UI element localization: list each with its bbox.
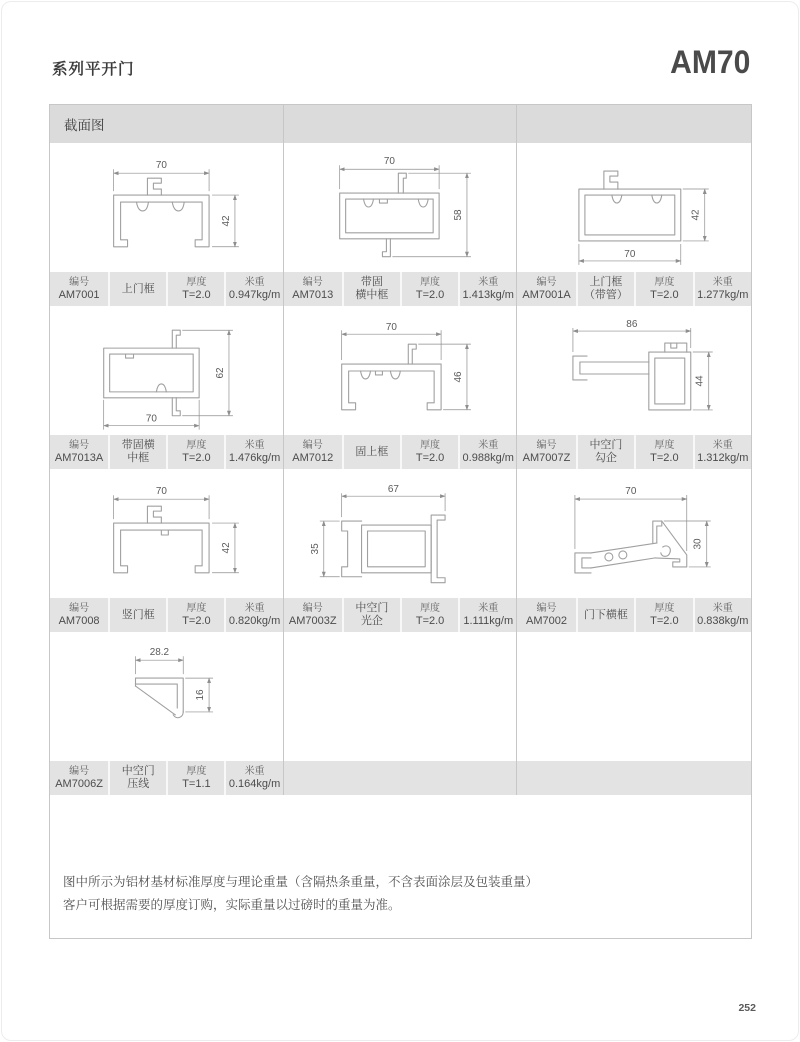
profile-code: 编号 AM7007Z bbox=[522, 440, 571, 464]
dimension-label: 58 bbox=[452, 209, 464, 221]
drawing-area bbox=[284, 469, 517, 598]
profile-info-bar bbox=[517, 272, 751, 306]
page-title: 系列平开门 bbox=[52, 61, 135, 78]
dimension-label: 70 bbox=[385, 322, 397, 334]
section-drawing-am7013a bbox=[50, 306, 283, 435]
profile-thickness: 厚度 T=2.0 bbox=[634, 598, 692, 632]
footer-notes bbox=[50, 795, 751, 938]
drawing-area bbox=[50, 469, 283, 598]
profile-info-bar bbox=[284, 598, 517, 632]
dimension-label: 46 bbox=[452, 371, 464, 383]
profile-weight: 米重 0.164kg/m bbox=[224, 761, 282, 795]
profile-code: 编号 AM7013 bbox=[292, 277, 334, 301]
dimension-label: 35 bbox=[309, 543, 321, 555]
profile-weight: 米重 1.413kg/m bbox=[458, 272, 516, 306]
dimension-label: 16 bbox=[195, 689, 207, 701]
profile-name: 中空门 光企 bbox=[342, 598, 400, 632]
profile-weight: 米重 1.277kg/m bbox=[693, 272, 751, 306]
profile-code: 编号 AM7012 bbox=[292, 440, 334, 464]
profile-info-bar bbox=[50, 598, 283, 632]
section-drawing-am7003z bbox=[284, 469, 517, 598]
section-drawing-am7002 bbox=[517, 469, 751, 598]
dimension-label: 44 bbox=[695, 375, 707, 387]
profile-code: 编号 AM7008 bbox=[58, 603, 100, 627]
profile-info-bar bbox=[284, 272, 517, 306]
profile-code: 编号 AM7002 bbox=[526, 603, 568, 627]
profile-cell-am7012 bbox=[284, 306, 518, 469]
profile-thickness: 厚度 T=2.0 bbox=[166, 272, 224, 306]
dimension-label: 70 bbox=[624, 248, 636, 260]
profile-cell-am7013 bbox=[284, 143, 518, 306]
page-number: 252 bbox=[738, 1002, 756, 1014]
profile-info-bar bbox=[284, 435, 517, 469]
profile-table bbox=[49, 104, 752, 939]
section-drawing-am7006z bbox=[50, 632, 283, 761]
drawing-area bbox=[284, 143, 517, 272]
drawing-area bbox=[284, 306, 517, 435]
section-drawing-am7001 bbox=[50, 143, 283, 272]
section-drawing-am7013 bbox=[284, 143, 517, 272]
drawing-area bbox=[50, 632, 283, 761]
section-drawing-am7008 bbox=[50, 469, 283, 598]
profile-thickness: 厚度 T=2.0 bbox=[634, 435, 692, 469]
dimension-label: 70 bbox=[625, 486, 637, 498]
profile-cell-am7013a bbox=[50, 306, 284, 469]
series-model-logo: AM70 bbox=[669, 44, 750, 80]
profile-weight: 米重 0.838kg/m bbox=[693, 598, 751, 632]
profile-cell-am7001a bbox=[517, 143, 751, 306]
profile-cell-am7001 bbox=[50, 143, 284, 306]
profile-cell-am7006z bbox=[50, 632, 284, 795]
profile-name: 竖门框 bbox=[108, 598, 166, 632]
profile-name: 上门框 bbox=[108, 272, 166, 306]
profile-thickness: 厚度 T=2.0 bbox=[400, 435, 458, 469]
dimension-label: 67 bbox=[387, 484, 399, 496]
section-drawing-am7007z bbox=[517, 306, 751, 435]
profile-cell-am7003z bbox=[284, 469, 518, 632]
profile-weight: 米重 1.312kg/m bbox=[693, 435, 751, 469]
profile-weight: 米重 0.988kg/m bbox=[458, 435, 516, 469]
table-header-label: 截面图 bbox=[50, 105, 284, 143]
profile-weight: 米重 0.820kg/m bbox=[224, 598, 282, 632]
drawing-area-empty bbox=[517, 632, 751, 761]
profile-weight: 米重 1.476kg/m bbox=[224, 435, 282, 469]
profile-thickness: 厚度 T=2.0 bbox=[400, 272, 458, 306]
drawing-area bbox=[50, 143, 283, 272]
dimension-label: 62 bbox=[215, 367, 227, 379]
profile-name: 中空门 勾企 bbox=[576, 435, 634, 469]
table-header-spacer bbox=[517, 105, 751, 143]
profile-info-bar bbox=[517, 435, 751, 469]
profile-code: 编号 AM7001 bbox=[58, 277, 100, 301]
profile-info-bar bbox=[50, 272, 283, 306]
profile-weight: 米重 0.947kg/m bbox=[224, 272, 282, 306]
dimension-label: 70 bbox=[155, 486, 167, 498]
profile-code: 编号 AM7003Z bbox=[288, 603, 337, 627]
drawing-area-empty bbox=[284, 632, 517, 761]
profile-cell-am7002 bbox=[517, 469, 751, 632]
profile-thickness: 厚度 T=1.1 bbox=[166, 761, 224, 795]
profile-name: 固上框 bbox=[342, 435, 400, 469]
drawing-area bbox=[517, 306, 751, 435]
empty-info-bar bbox=[517, 761, 751, 795]
empty-info-bar bbox=[284, 761, 517, 795]
drawing-area bbox=[50, 306, 283, 435]
profile-name: 中空门 压线 bbox=[108, 761, 166, 795]
dimension-label: 28.2 bbox=[149, 647, 170, 659]
drawing-area bbox=[517, 469, 751, 598]
note-line: 客户可根据需要的厚度订购，实际重量以过磅时的重量为准。 bbox=[63, 898, 401, 912]
dimension-label: 86 bbox=[626, 319, 638, 331]
profile-thickness: 厚度 T=2.0 bbox=[166, 598, 224, 632]
note-line: 图中所示为铝材基材标准厚度与理论重量（含隔热条重量，不含表面涂层及包装重量） bbox=[63, 875, 539, 889]
profile-info-bar bbox=[517, 598, 751, 632]
profile-cell-am7008 bbox=[50, 469, 284, 632]
profile-code: 编号 AM7006Z bbox=[55, 766, 103, 790]
empty-cell bbox=[517, 632, 751, 795]
profile-code: 编号 AM7001A bbox=[522, 277, 571, 301]
dimension-label: 30 bbox=[693, 538, 705, 550]
profile-weight: 米重 1.111kg/m bbox=[458, 598, 516, 632]
profile-thickness: 厚度 T=2.0 bbox=[166, 435, 224, 469]
drawing-area bbox=[517, 143, 751, 272]
profile-name: 带固 横中框 bbox=[342, 272, 400, 306]
profile-thickness: 厚度 T=2.0 bbox=[400, 598, 458, 632]
profile-code: 编号 AM7013A bbox=[54, 440, 104, 464]
dimension-label: 70 bbox=[155, 160, 167, 172]
profile-thickness: 厚度 T=2.0 bbox=[634, 272, 692, 306]
dimension-label: 70 bbox=[145, 413, 157, 425]
profile-info-bar bbox=[50, 761, 283, 795]
empty-cell bbox=[284, 632, 518, 795]
profile-name: 门下横框 bbox=[576, 598, 634, 632]
section-drawing-am7001a bbox=[517, 143, 751, 272]
table-header-row bbox=[50, 105, 751, 143]
section-drawing-am7012 bbox=[284, 306, 517, 435]
profile-cell-am7007z bbox=[517, 306, 751, 469]
profile-info-bar bbox=[50, 435, 283, 469]
dimension-label: 42 bbox=[691, 209, 703, 221]
profile-name: 上门框 （带管） bbox=[576, 272, 634, 306]
profile-grid bbox=[50, 143, 751, 795]
table-header-spacer bbox=[284, 105, 518, 143]
dimension-label: 70 bbox=[383, 156, 395, 168]
profile-name: 带固横 中框 bbox=[108, 435, 166, 469]
dimension-label: 42 bbox=[220, 215, 232, 227]
dimension-label: 42 bbox=[220, 542, 232, 554]
